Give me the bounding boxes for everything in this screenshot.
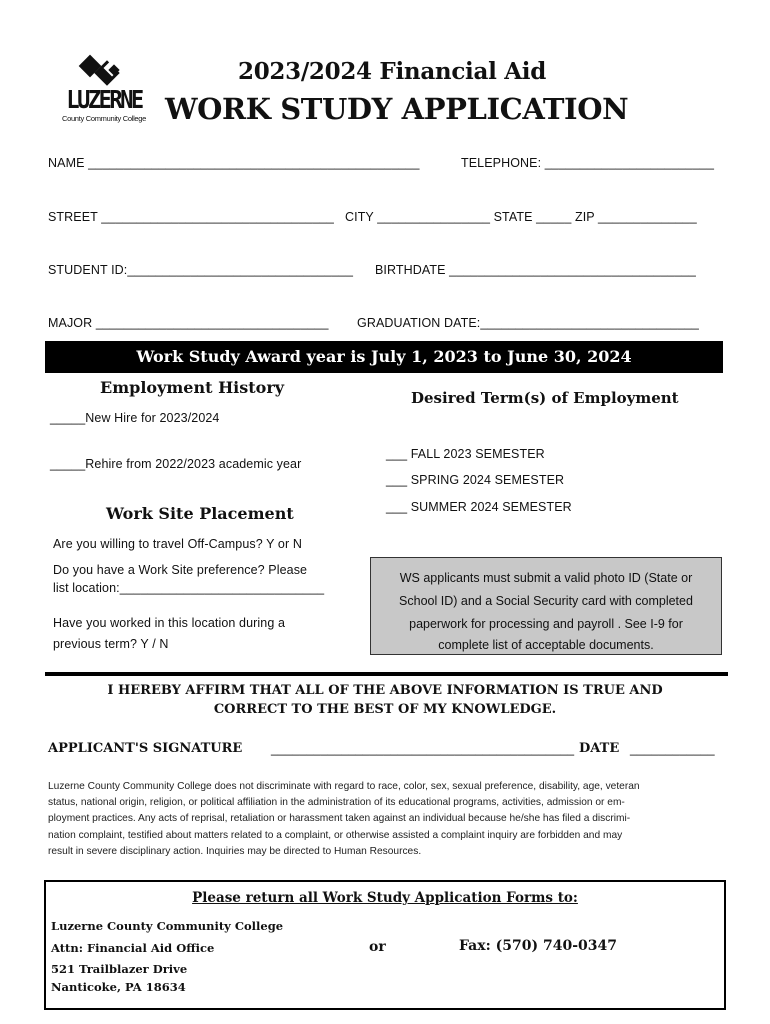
logo-subtitle: County Community College [61, 114, 147, 123]
address-line-city: Nanticoke, PA 18634 [51, 980, 186, 994]
disclaimer-line: Luzerne County Community College does not discriminate with regard to race, color, sex, sexual preference, disability, age, veteran [48, 781, 640, 792]
id-requirements-notice [370, 557, 722, 655]
work-site-placement-heading: Work Site Placement [106, 504, 294, 523]
telephone-field[interactable]: TELEPHONE: ________________________ [461, 156, 715, 170]
student-id-field[interactable]: STUDENT ID:________________________________ [48, 263, 354, 277]
city-state-zip-field[interactable]: CITY ________________ STATE _____ ZIP ______________ [345, 210, 697, 224]
notice-line-4: complete list of acceptable documents. [438, 638, 654, 652]
signature-label: APPLICANT'S SIGNATURE [48, 741, 243, 756]
affirmation-line-1: I HEREBY AFFIRM THAT ALL OF THE ABOVE INFORMATION IS TRUE AND [107, 683, 663, 698]
location-field[interactable]: list location:_____________________________ [53, 581, 325, 595]
term-fall-option[interactable]: ___ FALL 2023 SEMESTER [386, 447, 545, 461]
notice-line-2: School ID) and a Social Security card with completed [399, 594, 693, 608]
previous-term-question-line2[interactable]: previous term? Y / N [53, 637, 169, 651]
address-line-attn: Attn: Financial Aid Office [51, 941, 215, 955]
date-line[interactable]: ____________ [630, 742, 715, 756]
address-line-street: 521 Trailblazer Drive [51, 962, 188, 976]
desired-terms-heading: Desired Term(s) of Employment [411, 389, 679, 407]
disclaimer-line: result in severe disciplinary action. Inquiries may be directed to Human Resources. [48, 845, 422, 857]
street-field[interactable]: STREET _________________________________ [48, 210, 334, 224]
notice-line-3: paperwork for processing and payroll . See I-9 for [409, 617, 683, 631]
return-heading: Please return all Work Study Application Forms to: [192, 890, 578, 906]
date-label: DATE [579, 741, 620, 756]
award-year-text: Work Study Award year is July 1, 2023 to June 30, 2024 [136, 347, 632, 366]
travel-question[interactable]: Are you willing to travel Off-Campus? Y or N [53, 537, 302, 551]
logo-diamond-icon [76, 54, 132, 90]
or-label: or [369, 939, 386, 955]
affirmation-line-2: CORRECT TO THE BEST OF MY KNOWLEDGE. [213, 702, 557, 717]
signature-line[interactable]: ___________________________________________ [271, 742, 575, 756]
disclaimer-line: nation complaint, testified about matters related to a complaint, or otherwise assisted a complaint inquiry are forbidden and may [48, 829, 623, 841]
name-field[interactable]: NAME _______________________________________________ [48, 156, 420, 170]
return-address-box [44, 880, 726, 1010]
rehire-option[interactable]: _____Rehire from 2022/2023 academic year [50, 457, 302, 471]
birthdate-field[interactable]: BIRTHDATE ___________________________________ [375, 263, 696, 277]
form-year-title: 2023/2024 Financial Aid [238, 58, 547, 85]
term-summer-option[interactable]: ___ SUMMER 2024 SEMESTER [386, 500, 572, 514]
disclaimer-line: status, national origin, religion, or political affiliation in the administration of its educational programs, activities, admission or em- [48, 797, 625, 809]
graduation-date-field[interactable]: GRADUATION DATE:_______________________________ [357, 316, 699, 330]
major-field[interactable]: MAJOR _________________________________ [48, 316, 329, 330]
non-discrimination-statement [48, 779, 728, 860]
address-line-college: Luzerne County Community College [51, 919, 284, 933]
previous-term-question-line1: Have you worked in this location during a [53, 616, 286, 630]
term-spring-option[interactable]: ___ SPRING 2024 SEMESTER [386, 473, 565, 487]
award-year-banner [45, 341, 723, 373]
disclaimer-line: ployment practices. Any acts of reprisal, retaliation or harassment taken against an individual because he/she has filed a discrimi- [48, 813, 631, 825]
logo-wordmark: LUZERNE [66, 86, 142, 115]
notice-line-1: WS applicants must submit a valid photo ID (State or [399, 571, 693, 585]
fax-number: Fax: (570) 740-0347 [459, 938, 617, 954]
preference-question-line1: Do you have a Work Site preference? Please [53, 563, 308, 577]
new-hire-option[interactable]: _____New Hire for 2023/2024 [50, 411, 220, 425]
form-title: WORK STUDY APPLICATION [165, 92, 629, 126]
college-logo [60, 54, 148, 128]
section-divider [45, 672, 728, 676]
employment-history-heading: Employment History [100, 378, 285, 397]
